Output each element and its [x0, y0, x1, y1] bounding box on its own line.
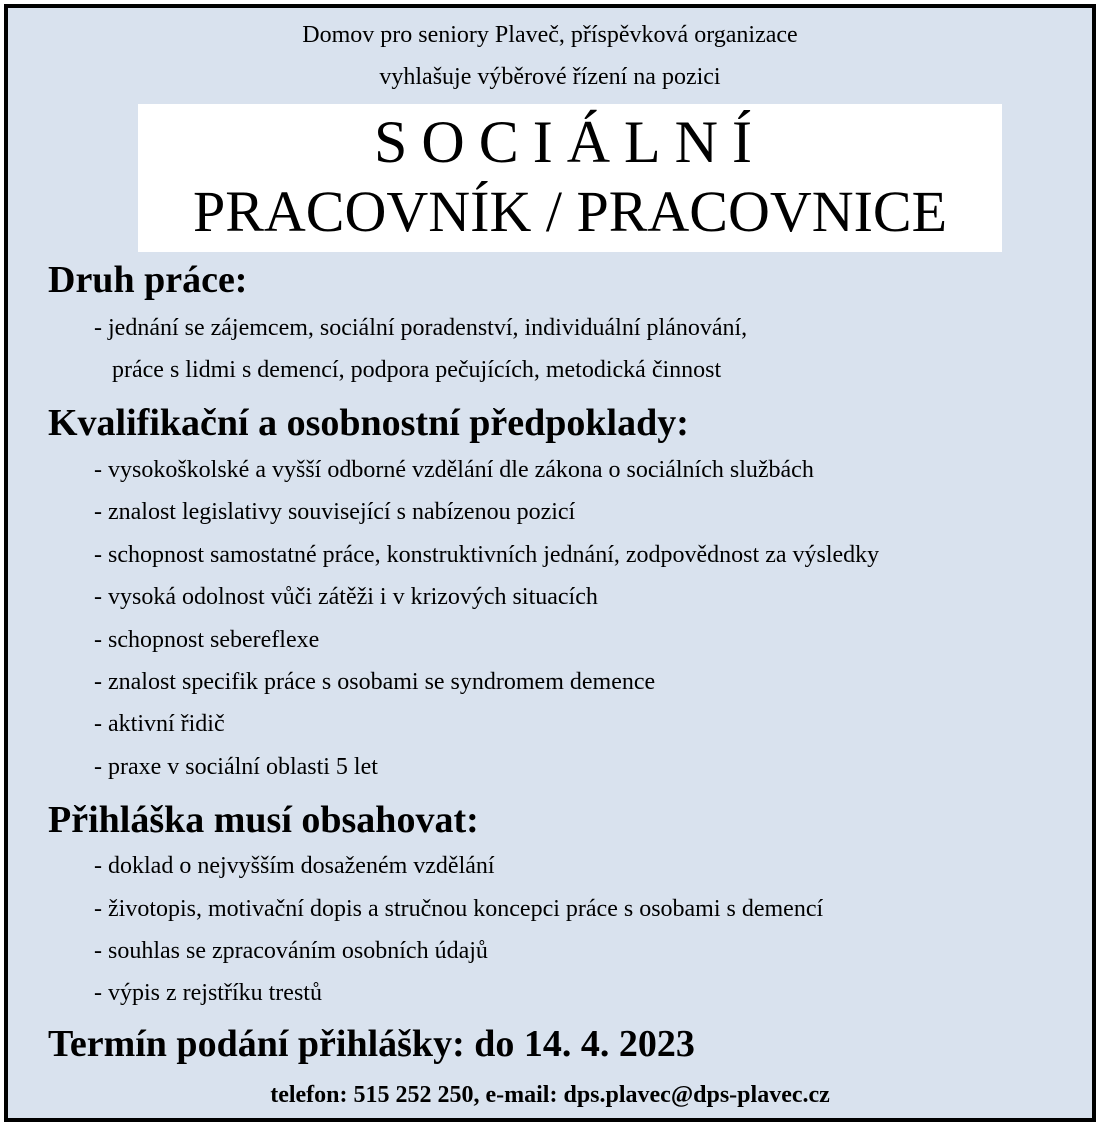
job-announcement-poster — [4, 4, 1096, 1122]
contact-info: telefon: 515 252 250, e-mail: dps.plavec@dps-plavec.cz — [270, 1082, 830, 1108]
application-item: - životopis, motivační dopis a stručnou koncepci práce s osobami s demencí — [94, 896, 824, 922]
requirement-item: - schopnost sebereflexe — [94, 627, 320, 653]
organization-name: Domov pro seniory Plaveč, příspěvková organizace — [302, 22, 798, 48]
application-item: - doklad o nejvyšším dosaženém vzdělání — [94, 853, 495, 879]
application-item: - výpis z rejstříku trestů — [94, 980, 322, 1006]
requirement-item: - vysoká odolnost vůči zátěži i v krizových situacích — [94, 584, 598, 610]
requirement-item: - vysokoškolské a vyšší odborné vzdělání dle zákona o sociálních službách — [94, 457, 814, 483]
application-heading: Přihláška musí obsahovat: — [48, 799, 479, 841]
requirement-item: - znalost legislativy související s nabízenou pozicí — [94, 499, 576, 525]
requirement-item: - schopnost samostatné práce, konstruktivních jednání, zodpovědnost za výsledky — [94, 542, 880, 568]
position-title-line2: PRACOVNÍK / PRACOVNICE — [192, 179, 948, 244]
position-title-box — [138, 104, 1002, 252]
application-deadline: Termín podání přihlášky: do 14. 4. 2023 — [48, 1023, 695, 1065]
requirement-item: - aktivní řidič — [94, 711, 225, 737]
announcement-line: vyhlašuje výběrové řízení na pozici — [379, 64, 721, 90]
work-type-line: - jednání se zájemcem, sociální poradenství, individuální plánování, — [94, 315, 748, 341]
requirement-item: - znalost specifik práce s osobami se syndromem demence — [94, 669, 656, 695]
requirement-item: - praxe v sociální oblasti 5 let — [94, 754, 378, 780]
work-type-heading: Druh práce: — [48, 259, 248, 301]
requirements-heading: Kvalifikační a osobnostní předpoklady: — [48, 402, 689, 444]
position-title-line1: SOCIÁLNÍ — [374, 109, 766, 175]
work-type-line: práce s lidmi s demencí, podpora pečujících, metodická činnost — [112, 357, 722, 383]
application-item: - souhlas se zpracováním osobních údajů — [94, 938, 488, 964]
